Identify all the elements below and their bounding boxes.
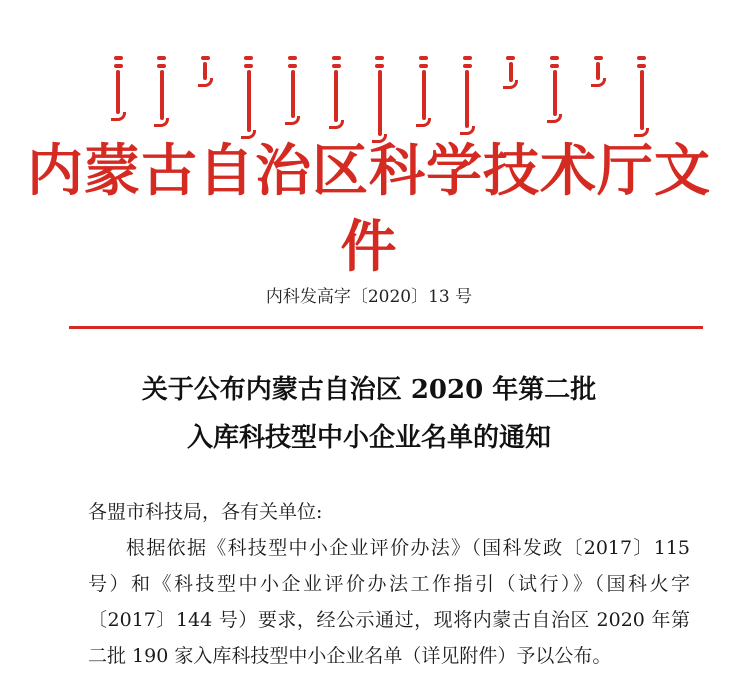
mongolian-script-header bbox=[110, 54, 650, 132]
document-number: 内科发高字〔2020〕13 号 bbox=[265, 287, 473, 307]
notice-title-line-2: 入库科技型中小企业名单的通知 bbox=[186, 423, 551, 453]
mongolian-word bbox=[634, 54, 650, 137]
mongolian-word bbox=[416, 54, 432, 127]
mongolian-word bbox=[154, 54, 170, 127]
mongolian-word bbox=[328, 54, 344, 129]
red-divider-rule bbox=[69, 326, 703, 329]
mongolian-word bbox=[503, 54, 519, 89]
mongolian-word bbox=[241, 54, 257, 139]
notice-title-line-1: 关于公布内蒙古自治区 2020 年第二批 bbox=[141, 375, 597, 405]
mongolian-word bbox=[547, 54, 563, 123]
mongolian-word bbox=[372, 54, 388, 143]
issuing-authority-title: 内蒙古自治区科学技术厅文件 bbox=[27, 139, 711, 280]
body-paragraph: 根据依据《科技型中小企业评价办法》（国科发政〔2017〕115 号）和《科技型中小企业评价办法工作指引（试行）》（国科火字〔2017〕144 号）要求，经公示通过，现将内蒙古自治区 2020 年第二批 190 家入库科技型中小企业名单（详见附件）予以公布。 bbox=[88, 537, 690, 667]
mongolian-word bbox=[590, 54, 606, 87]
notice-title bbox=[0, 366, 738, 462]
mongolian-word bbox=[285, 54, 301, 125]
mongolian-word bbox=[197, 54, 213, 87]
mongolian-word bbox=[110, 54, 126, 121]
salutation: 各盟市科技局，各有关单位: bbox=[88, 501, 323, 523]
mongolian-word bbox=[459, 54, 475, 135]
